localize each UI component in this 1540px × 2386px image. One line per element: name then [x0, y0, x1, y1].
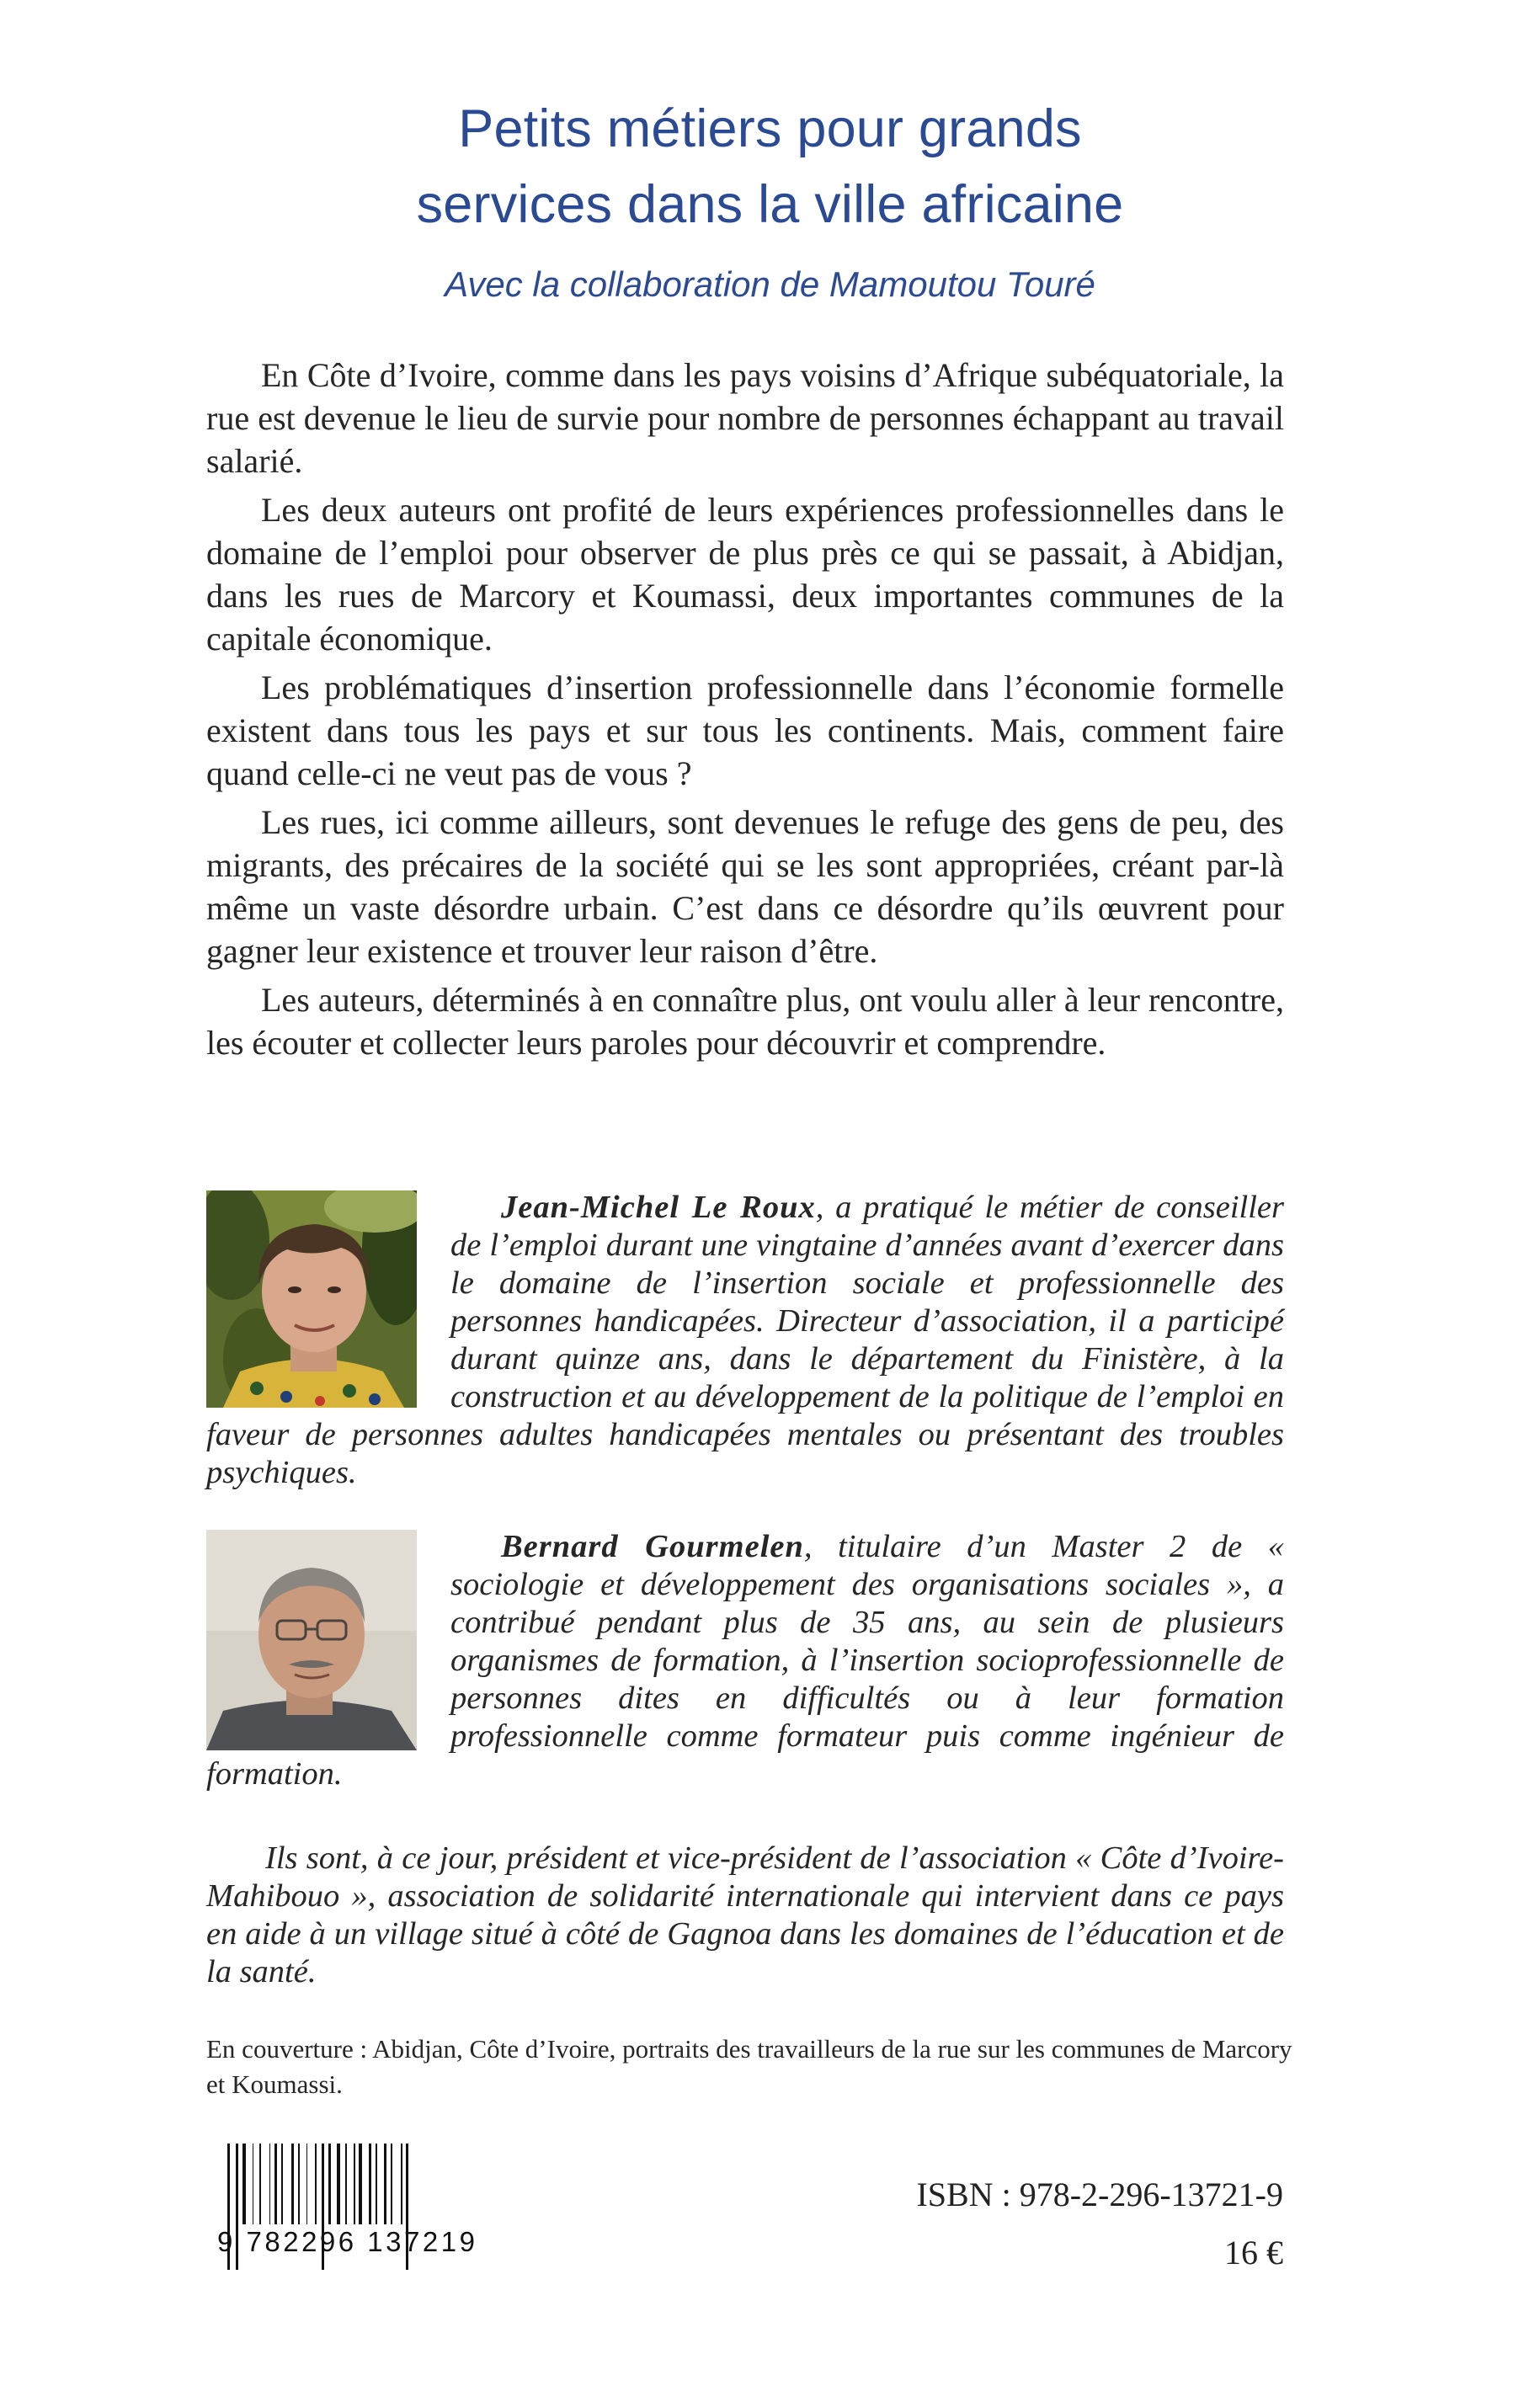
barcode-digits: 9 782296 137219 [217, 2226, 478, 2257]
blurb-paragraph: Les deux auteurs ont profité de leurs expériences professionnelles dans le domaine de l’emploi pour observer de plus près ce qui se passait, à Abidjan, dans les rues de Marcory et Koumassi, deux importantes communes de la capitale économique. [206, 491, 1284, 658]
barcode-bar [259, 2144, 261, 2224]
author-bio-1 [206, 1189, 1284, 1492]
blurb-paragraph: Les auteurs, déterminés à en connaître plus, ont voulu aller à leur rencontre, les écouter et collecter leurs paroles pour découvrir et comprendre. [206, 981, 1284, 1062]
author-name-2: Bernard Gourmelen [501, 1529, 804, 1564]
book-subtitle: Avec la collaboration de Mamoutou Touré [445, 264, 1095, 304]
association-note [206, 1840, 1284, 1991]
barcode-bar [345, 2144, 347, 2224]
barcode-bar [401, 2144, 402, 2224]
barcode-bar [274, 2144, 277, 2224]
book-title-line-2: services dans la ville africaine [416, 175, 1124, 234]
blurb [206, 354, 1284, 1070]
author-bio-text-1: , a pratiqué le métier de conseiller de l’emploi durant une vingtaine d’années avant d’exercer dans le domaine de l’insertion sociale et professionnelle des personnes handicapées. Directeur d’association, il a participé durant quinze ans, dans le département du Finistère, à la construction et au développement de la politique de l’emploi en faveur de personnes adultes handicapées mentales ou présentant des troubles psychiques. [206, 1190, 1284, 1490]
author-photo-1 [206, 1190, 417, 1408]
barcode-bar [269, 2144, 270, 2224]
cover-credit: En couverture : Abidjan, Côte d’Ivoire, portraits des travailleurs de la rue sur les communes de Marcory et Koumassi. [206, 2034, 1292, 2099]
barcode-bar [369, 2144, 371, 2224]
book-title-line-1: Petits métiers pour grands [458, 99, 1082, 158]
association-text: Ils sont, à ce jour, président et vice-président de l’association « Côte d’Ivoire-Mahibouo », association de solidarité internationale qui intervient dans ce pays en aide à un village situé à côté de Gagnoa dans les domaines de l’éducation et de la santé. [206, 1840, 1284, 1989]
author-name-1: Jean-Michel Le Roux [501, 1190, 816, 1225]
barcode-bar [337, 2144, 340, 2224]
author-bio-text-2: , titulaire d’un Master 2 de « sociologie et développement des organisations sociales », a contribué pendant plus de 35 ans, au sein de plusieurs organismes de formation, à l’insertion socioprofessionnelle de personnes dites en difficultés ou à leur formation professionnelle comme formateur puis comme ingénieur de formation. [206, 1529, 1284, 1792]
barcode-bar [384, 2144, 386, 2224]
barcode-bar [306, 2144, 307, 2224]
barcode-bar [359, 2144, 362, 2224]
barcode-bar [281, 2144, 283, 2224]
isbn: ISBN : 978-2-296-13721-9 [916, 2176, 1283, 2213]
barcode-bar [391, 2144, 392, 2224]
price: 16 € [1224, 2234, 1283, 2271]
blurb-paragraph: Les rues, ici comme ailleurs, sont devenues le refuge des gens de peu, des migrants, des précaires de la société qui se les sont appropriées, créant par-là même un vaste désordre urbain. C’est dans ce désordre qu’ils œuvrent pour gagner leur existence et trouver leur raison d’être. [206, 803, 1284, 970]
barcode-bar [315, 2144, 317, 2224]
barcode [217, 2144, 504, 2295]
barcode-bar [291, 2144, 294, 2224]
blurb-paragraph: En Côte d’Ivoire, comme dans les pays voisins d’Afrique subéquatoriale, la rue est devenue le lieu de survie pour nombre de personnes échappant au travail salarié. [206, 356, 1284, 480]
barcode-bar [298, 2144, 300, 2224]
book-title [0, 91, 1540, 242]
author-photo-2 [206, 1530, 417, 1750]
barcode-bar [354, 2144, 355, 2224]
barcode-bar [242, 2144, 246, 2224]
barcode-bar [328, 2144, 331, 2224]
barcode-bar [376, 2144, 377, 2224]
author-bio-2 [206, 1528, 1284, 1793]
blurb-paragraph: Les problématiques d’insertion professionnelle dans l’économie formelle existent dans tous les pays et sur tous les continents. Mais, comment faire quand celle-ci ne veut pas de vous ? [206, 668, 1284, 792]
